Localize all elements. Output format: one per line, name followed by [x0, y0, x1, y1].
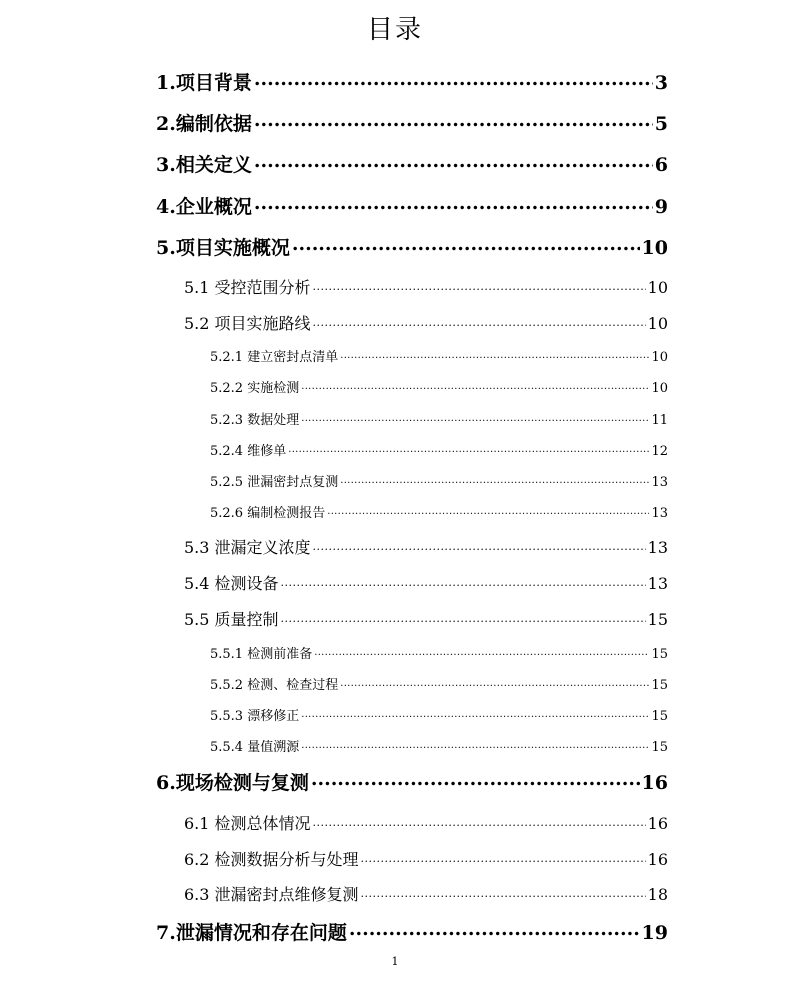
toc-entry[interactable] [210, 377, 668, 395]
toc-entry-page: 13 [647, 574, 668, 593]
dot-leader [254, 193, 653, 213]
dot-leader [288, 442, 649, 455]
toc-entry-page: 5 [654, 113, 668, 135]
toc-entry[interactable] [184, 882, 668, 904]
toc-entry[interactable] [184, 311, 668, 333]
toc-entry-page: 10 [647, 314, 668, 333]
dot-leader [361, 849, 646, 865]
dot-leader [254, 110, 653, 130]
toc-entry-label: 5.4 检测设备 [184, 574, 279, 593]
toc-entry-label: 5.5.4 量值溯源 [210, 740, 300, 755]
toc-entry-page: 16 [647, 850, 668, 869]
toc-entry-page: 12 [651, 444, 668, 459]
toc-entry[interactable] [184, 535, 668, 557]
toc-entry-page: 11 [651, 413, 668, 428]
toc-entry-page: 13 [651, 506, 668, 521]
toc-entry-label: 5.2.6 编制检测报告 [210, 506, 326, 521]
dot-leader [340, 676, 649, 689]
dot-leader [254, 151, 653, 171]
toc-entry-page: 9 [654, 196, 668, 218]
toc-entry-label: 6.2 检测数据分析与处理 [184, 850, 359, 869]
dot-leader [281, 573, 646, 589]
dot-leader [301, 707, 649, 720]
toc-entry-label: 1.项目背景 [156, 72, 252, 94]
dot-leader [301, 411, 649, 424]
toc-entry-label: 5.2.4 维修单 [210, 444, 287, 459]
toc-entry-page: 19 [641, 922, 668, 944]
dot-leader [314, 645, 649, 658]
toc-entry-page: 13 [651, 475, 668, 490]
toc-entry-label: 2.编制依据 [156, 113, 252, 135]
toc-entry[interactable] [210, 409, 668, 427]
dot-leader [313, 813, 646, 829]
toc-entry[interactable] [156, 918, 668, 944]
toc-entry[interactable] [184, 571, 668, 593]
dot-leader [301, 379, 649, 392]
toc-entry-page: 15 [651, 740, 668, 755]
toc-entry[interactable] [184, 847, 668, 869]
toc-entry-label: 5.2.2 实施检测 [210, 381, 300, 396]
toc-entry[interactable] [156, 109, 668, 135]
page-title: 目录 [366, 15, 423, 45]
dot-leader [327, 504, 649, 517]
page-number: 1 [391, 955, 399, 968]
toc-entry[interactable] [184, 607, 668, 629]
dot-leader [301, 738, 649, 751]
dot-leader [340, 473, 649, 486]
toc-entry-page: 10 [651, 350, 668, 365]
toc-entry-page: 15 [651, 709, 668, 724]
toc-entry-label: 5.5 质量控制 [184, 610, 279, 629]
toc-entry-label: 7.泄漏情况和存在问题 [156, 922, 347, 944]
toc-entry[interactable] [210, 736, 668, 754]
toc-entry-label: 3.相关定义 [156, 154, 252, 176]
toc-entry-page: 13 [647, 538, 668, 557]
toc-entry-page: 10 [651, 381, 668, 396]
dot-leader [340, 348, 649, 361]
toc-entry-label: 5.5.3 漂移修正 [210, 709, 300, 724]
toc-entry-label: 5.2 项目实施路线 [184, 314, 311, 333]
toc-entry-label: 5.3 泄漏定义浓度 [184, 538, 311, 557]
toc-entry-label: 5.5.2 检测、检查过程 [210, 678, 339, 693]
toc-entry-label: 5.2.1 建立密封点清单 [210, 350, 339, 365]
toc-entry[interactable] [210, 471, 668, 489]
toc-entry[interactable] [210, 502, 668, 520]
dot-leader [313, 313, 646, 329]
toc-entry[interactable] [210, 643, 668, 661]
toc-entry-page: 10 [647, 278, 668, 297]
dot-leader [361, 884, 646, 900]
toc-entry-page: 15 [647, 610, 668, 629]
dot-leader [313, 277, 646, 293]
toc-entry-label: 6.1 检测总体情况 [184, 814, 311, 833]
toc-entry[interactable] [210, 346, 668, 364]
dot-leader [292, 234, 640, 254]
toc-entry-page: 10 [641, 237, 668, 259]
toc-entry-page: 3 [654, 72, 668, 94]
toc-entry-label: 6.3 泄漏密封点维修复测 [184, 885, 359, 904]
toc-entry[interactable] [156, 68, 668, 94]
dot-leader [313, 537, 646, 553]
toc-entry-label: 4.企业概况 [156, 196, 252, 218]
toc-entry-page: 16 [647, 814, 668, 833]
toc-entry-label: 5.2.3 数据处理 [210, 413, 300, 428]
toc-entry-label: 5.1 受控范围分析 [184, 278, 311, 297]
toc-entry-label: 6.现场检测与复测 [156, 772, 309, 794]
toc-entry[interactable] [156, 192, 668, 218]
toc-entry[interactable] [184, 811, 668, 833]
toc-entry[interactable] [156, 233, 668, 259]
dot-leader [349, 919, 640, 939]
toc-entry[interactable] [210, 674, 668, 692]
dot-leader [254, 69, 653, 89]
toc-entry-label: 5.项目实施概况 [156, 237, 290, 259]
toc-entry-page: 18 [647, 885, 668, 904]
toc-entry[interactable] [184, 275, 668, 297]
toc-entry-page: 16 [641, 772, 668, 794]
toc-entry-label: 5.2.5 泄漏密封点复测 [210, 475, 339, 490]
dot-leader [311, 769, 640, 789]
toc-entry-page: 15 [651, 647, 668, 662]
toc-entry-page: 15 [651, 678, 668, 693]
toc-entry-page: 6 [654, 154, 668, 176]
toc-entry-label: 5.5.1 检测前准备 [210, 647, 313, 662]
toc-entry[interactable] [156, 150, 668, 176]
toc-entry[interactable] [156, 768, 668, 794]
toc-entry[interactable] [210, 705, 668, 723]
dot-leader [281, 609, 646, 625]
toc-entry[interactable] [210, 440, 668, 458]
